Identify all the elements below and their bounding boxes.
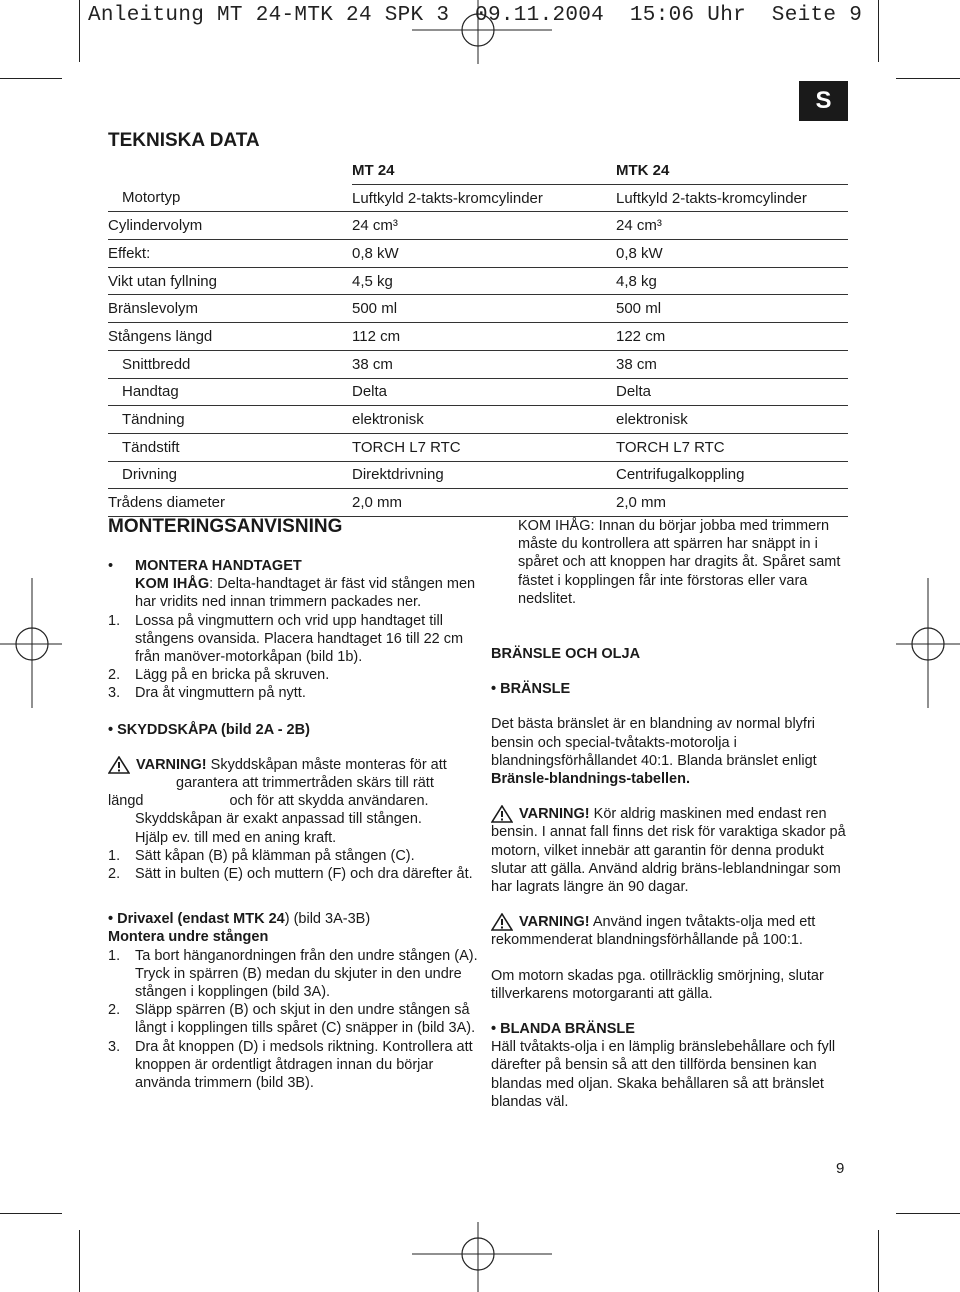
guard-warning: VARNING! Skyddskåpan måste monteras för att [108,756,478,774]
spec-value: 0,8 kW [352,240,616,268]
spec-column-header: MTK 24 [616,157,848,184]
print-header: Anleitung MT 24-MTK 24 SPK 3 09.11.2004 15:06 Uhr Seite 9 [88,4,863,27]
step-number: 3. [108,1038,121,1055]
spec-value: 24 cm³ [616,212,848,240]
spec-label: Vikt utan fyllning [108,267,352,295]
spec-column-header: MT 24 [352,157,616,184]
step-number: 1. [108,947,121,964]
spec-value: 2,0 mm [616,489,848,517]
spec-header-row [108,157,848,184]
fuel-warning-1: VARNING! Kör aldrig maskinen med endast ren [491,805,851,823]
spec-row [108,433,848,461]
spec-label: Bränslevolym [108,295,352,323]
spec-row [108,350,848,378]
step-text: Ta bort hänganordningen från den undre stången (A). Tryck in spärren (B) medan du skjuter in den undre stången i kopplingen (bild 3A). [135,947,478,1001]
step-number: 3. [108,685,121,702]
spec-label: Motortyp [108,184,352,212]
warning-triangle-icon [491,913,513,931]
spec-row [108,267,848,295]
spec-value: 2,0 mm [352,489,616,517]
step-text: Släpp spärren (B) och skjut in den undre stången så långt i kopplingen tills spåret (C) snäpper in (bild 3A). [135,1002,476,1037]
spec-value: TORCH L7 RTC [616,433,848,461]
spec-label: Handtag [108,378,352,406]
step-item [108,1001,478,1037]
spec-value: 4,5 kg [352,267,616,295]
registration-mark-bottom [412,1222,552,1292]
spec-label: Tändstift [108,433,352,461]
step-text: Dra åt knoppen (D) i medsols riktning. Kontrollera att knoppen är ordentligt åtdragen innan du börjar använda trimmern (bild 3B). [135,1038,473,1092]
spec-row [108,378,848,406]
spec-label: Cylindervolym [108,212,352,240]
remember-note: KOM IHÅG: Innan du börjar jobba med trimmern måste du kontrollera att spärren har snäppt in i spåret och att knoppen har dragits åt. Spåret samt fästet i kopplingen får inte förstoras eller vara nedslitet. [518,518,841,607]
spec-row [108,489,848,517]
step-number: 2. [108,667,121,684]
spec-value: 4,8 kg [616,267,848,295]
step-text: Lägg på en bricka på skruven. [135,667,330,684]
spec-value: elektronisk [616,406,848,434]
fuel-oil-title: BRÄNSLE OCH OLJA [491,646,641,663]
spec-row [108,406,848,434]
step-text: Sätt in bulten (E) och muttern (F) och dra därefter åt. [135,866,473,883]
spec-row [108,212,848,240]
fuel-text: Det bästa bränslet är en blandning av normal blyfri bensin och special-tvåtakts-motorolja i blandningsförhållandet 40:1. Blanda bränslet enligt Bränsle-blandnings-tabellen. [491,716,817,788]
spec-label: Snittbredd [108,350,352,378]
spec-label: Trådens diameter [108,489,352,517]
assembly-title: MONTERINGSANVISNING [108,516,343,537]
spec-value: Direktdrivning [352,461,616,489]
spec-label: Drivning [108,461,352,489]
spec-row [108,240,848,268]
right-column [491,517,851,1111]
spec-column-header [108,157,352,184]
handle-note: KOM IHÅG: Delta-handtaget är fäst vid stången men har vridits ned innan trimmern packades ner. [135,576,476,611]
registration-mark-top [412,0,552,64]
step-item [108,865,478,883]
fuel-warning-2-text: rekommenderat blandningsförhållande på 100:1. [491,932,803,949]
language-badge: S [799,81,848,121]
step-number: 1. [108,612,121,629]
guard-warning-line4: Skyddskåpan är exakt anpassad till stången. [135,811,422,828]
step-item [108,684,478,702]
warning-triangle-icon [108,756,130,774]
guard-warning-line3: längd och för att skydda användaren. [108,793,429,810]
guard-steps [108,847,478,883]
fuel-warning-2: VARNING! Använd ingen tvåtakts-olja med ett [491,913,851,931]
step-item [108,847,478,865]
spec-value: Luftkyld 2-takts-kromcylinder [616,184,848,212]
spec-row [108,295,848,323]
left-column [108,557,478,1092]
spec-value: 38 cm [616,350,848,378]
registration-mark-right [896,578,960,708]
spec-value: 122 cm [616,323,848,351]
spec-label: Tändning [108,406,352,434]
handle-heading: MONTERA HANDTAGET [135,558,302,574]
fuel-heading: • BRÄNSLE [491,681,571,698]
step-text: Sätt kåpan (B) på klämman på stången (C). [135,847,415,864]
bullet: • [108,558,114,574]
step-number: 2. [108,1002,121,1019]
handle-heading-row [108,557,478,575]
spec-table [108,157,848,517]
tech-data-title: TEKNISKA DATA [108,130,260,151]
spec-value: Delta [616,378,848,406]
fuel-warning-1-text: bensin. I annat fall finns det risk för varaktiga skador på motorn, vilket innebär att garantin för denna produkt slutar att gälla. Använd aldrig bräns-leblandningar som har lagrats längre än 90 dagar. [491,824,846,896]
spec-value: Centrifugalkoppling [616,461,848,489]
spec-row [108,184,848,212]
step-item [108,666,478,684]
spec-value: Luftkyld 2-takts-kromcylinder [352,184,616,212]
guard-heading: • SKYDDSKÅPA (bild 2A - 2B) [108,721,310,738]
shaft-heading: • Drivaxel (endast MTK 24) (bild 3A-3B) [108,911,371,928]
spec-value: elektronisk [352,406,616,434]
warning-triangle-icon [491,805,513,823]
guard-warning-line2: garantera att trimmertråden skärs till rätt [176,775,434,792]
spec-value: 0,8 kW [616,240,848,268]
shaft-steps [108,947,478,1093]
spec-value: 24 cm³ [352,212,616,240]
spec-value: TORCH L7 RTC [352,433,616,461]
spec-row [108,461,848,489]
spec-value: 38 cm [352,350,616,378]
spec-value: Delta [352,378,616,406]
step-text: Lossa på vingmuttern och vrid upp handtaget till stångens ovansida. Placera handtaget 16 till 22 cm från manöver-motorkåpan (bild 1b). [135,612,464,666]
engine-damage-text: Om motorn skadas pga. otillräcklig smörjning, slutar tillverkarens motorgaranti att gälla. [491,967,824,1002]
spec-value: 112 cm [352,323,616,351]
page-number: 9 [836,1160,845,1177]
step-item [108,1038,478,1093]
step-item [108,947,478,1002]
spec-label: Effekt: [108,240,352,268]
step-number: 2. [108,866,121,883]
mix-heading: • BLANDA BRÄNSLE [491,1021,635,1038]
spec-value: 500 ml [352,295,616,323]
step-item [108,612,478,667]
mix-text: Häll tvåtakts-olja i en lämplig bränslebehållare och fyll därefter på bensin så att den tillförda bensinen kan blandas med oljan. Skaka behållaren så att bränslet blandas väl. [491,1039,836,1110]
shaft-subheading: Montera undre stången [108,929,269,946]
spec-value: 500 ml [616,295,848,323]
spec-label: Stångens längd [108,323,352,351]
guard-warning-line5: Hjälp ev. till med en aning kraft. [135,829,337,846]
handle-steps [108,612,478,703]
spec-row [108,323,848,351]
step-text: Dra åt vingmuttern på nytt. [135,685,306,702]
registration-mark-left [0,578,62,708]
step-number: 1. [108,847,121,864]
